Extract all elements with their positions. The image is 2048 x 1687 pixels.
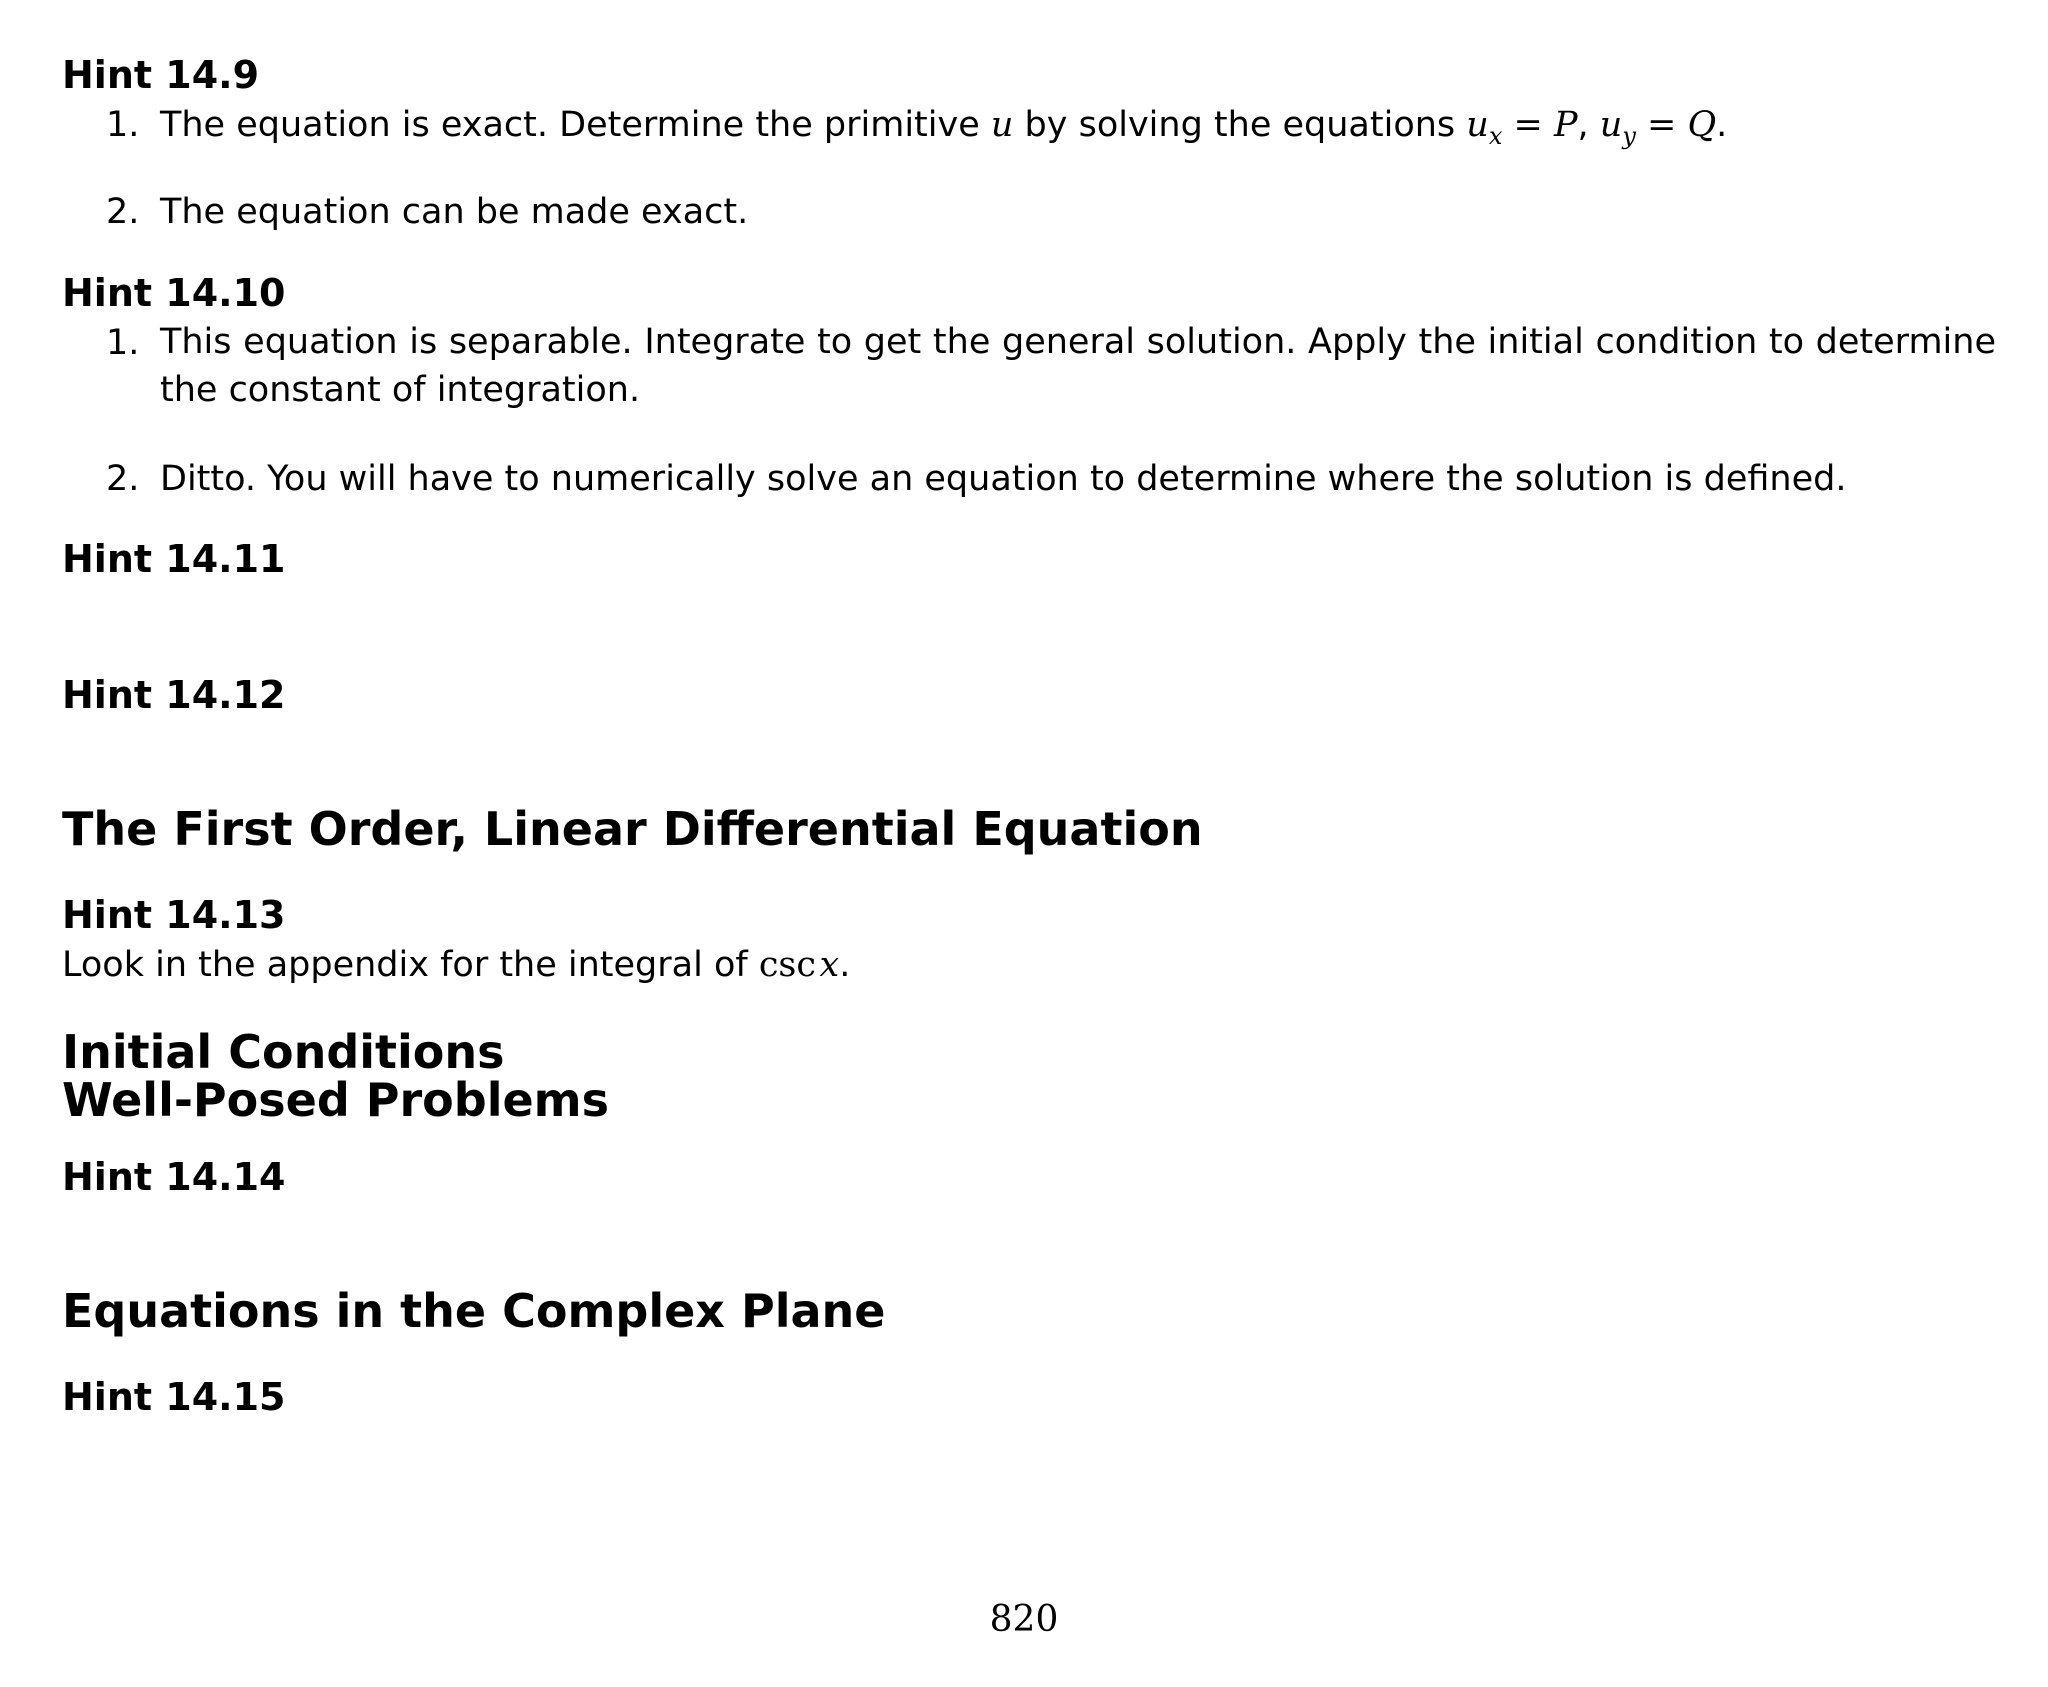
hint-14-10-item-2-number: 2. xyxy=(106,459,140,499)
hint-14-9-item-1-text xyxy=(160,105,1728,150)
hint-14-14-heading: Hint 14.14 xyxy=(62,1155,286,1199)
hint-14-11-heading: Hint 14.11 xyxy=(62,537,286,581)
hint-14-10-item-1-text: This equation is separable. Integrate to get the general solution. Apply the initial condition to determine the constant of integration. xyxy=(160,322,1996,410)
section-heading-linear: The First Order, Linear Differential Equation xyxy=(62,802,1203,856)
math-csc: csc xyxy=(758,945,816,985)
math-u-var: u xyxy=(1599,105,1623,145)
math-u-var: u xyxy=(1466,105,1489,145)
hint-14-13-text xyxy=(62,945,851,985)
math-subscript-y: y xyxy=(1622,122,1636,150)
hint-14-15-heading: Hint 14.15 xyxy=(62,1375,286,1419)
text-separator: , xyxy=(1577,105,1600,145)
hint-14-9-heading: Hint 14.9 xyxy=(62,53,260,97)
hint-14-9-item-2-text: The equation can be made exact. xyxy=(160,192,749,232)
math-equals-q: = Q xyxy=(1635,105,1717,145)
section-heading-complex-plane: Equations in the Complex Plane xyxy=(62,1284,886,1338)
hint-14-13-heading: Hint 14.13 xyxy=(62,893,286,937)
math-x: x xyxy=(819,945,840,985)
text-period: . xyxy=(839,945,851,985)
section-heading-initial-conditions: Initial Conditions xyxy=(62,1025,505,1079)
math-u: u xyxy=(990,105,1014,145)
section-heading-well-posed-problems: Well-Posed Problems xyxy=(62,1073,609,1127)
math-equals-p: = P xyxy=(1502,105,1578,145)
text-period: . xyxy=(1716,105,1728,145)
hint-14-10-item-2-text: Ditto. You will have to numerically solve an equation to determine where the solution is defined. xyxy=(160,459,1847,499)
text-segment: The equation is exact. Determine the primitive xyxy=(160,105,991,145)
text-segment: Look in the appendix for the integral of xyxy=(62,945,759,985)
hint-14-10-item-1-number: 1. xyxy=(106,323,140,363)
hint-14-9-item-2-number: 2. xyxy=(106,192,140,232)
page-number: 820 xyxy=(989,1599,1059,1640)
hint-14-12-heading: Hint 14.12 xyxy=(62,673,286,717)
hint-14-10-heading: Hint 14.10 xyxy=(62,271,286,315)
math-subscript-x: x xyxy=(1488,122,1503,150)
hint-14-9-item-1-number: 1. xyxy=(106,105,140,145)
text-segment: by solving the equations xyxy=(1013,105,1467,145)
